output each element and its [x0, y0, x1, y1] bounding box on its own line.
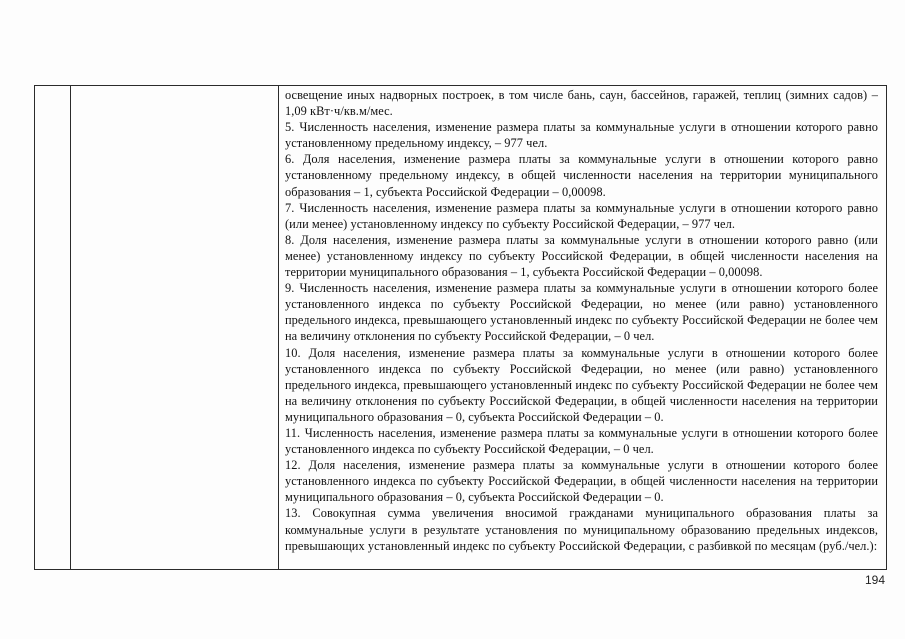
- paragraph-outbuildings-lighting: освещение иных надворных построек, в том числе бань, саун, бассейнов, гаражей, теплиц (зимних садов) – 1,09 кВт·ч/кв.м/мес.: [285, 88, 878, 119]
- paragraph-item-9: 9. Численность населения, изменение размера платы за коммунальные услуги в отношении которого более установленного индекса по субъекту Российской Федерации, но менее (или равно) установленного предельного индекса, превышающего установленный индекс по субъекту Российской Федерации не более чем на величину отклонения по субъекту Российской Федерации, – 0 чел.: [285, 281, 878, 344]
- paragraph-item-6: 6. Доля населения, изменение размера платы за коммунальные услуги в отношении которого равно установленному предельному индексу, в общей численности населения на территории муниципального образования – 1, субъекта Российской Федерации – 0,00098.: [285, 152, 878, 199]
- paragraph-item-7: 7. Численность населения, изменение размера платы за коммунальные услуги в отношении которого равно (или менее) установленному индексу по субъекту Российской Федерации, – 977 чел.: [285, 200, 878, 231]
- page-number: 194: [864, 573, 885, 587]
- table-column-name: [71, 86, 279, 569]
- paragraph-item-8: 8. Доля населения, изменение размера платы за коммунальные услуги в отношении которого равно (или менее) установленному индексу по субъекту Российской Федерации, в общей численности населения на территории муниципального образования – 1, субъекта Российской Федерации – 0,00098.: [285, 232, 878, 280]
- paragraph-item-10: 10. Доля населения, изменение размера платы за коммунальные услуги в отношении которого более установленного индекса по субъекту Российской Федерации, но менее (или равно) установленного предельного индекса, превышающего установленный индекс по субъекту Российской Федерации не более чем на величину отклонения по субъекту Российской Федерации, в общей численности населения на территории муниципального образования – 0, субъекта Российской Федерации – 0.: [285, 345, 878, 424]
- table-column-number: [35, 86, 71, 569]
- document-table: [34, 85, 887, 570]
- paragraph-item-12: 12. Доля населения, изменение размера платы за коммунальные услуги в отношении которого более установленного индекса по субъекту Российской Федерации, в общей численности населения на территории муниципального образования – 0, субъекта Российской Федерации – 0.: [285, 458, 878, 505]
- table-column-content: [279, 86, 886, 569]
- paragraph-item-13: 13. Совокупная сумма увеличения вносимой гражданами муниципального образования платы за коммунальные услуги в результате установления по муниципальному образованию предельных индексов, превышающих установленный индекс по субъекту Российской Федерации, с разбивкой по месяцам (руб./чел.):: [285, 506, 878, 553]
- paragraph-item-11: 11. Численность населения, изменение размера платы за коммунальные услуги в отношении которого более установленного индекса по субъекту Российской Федерации, – 0 чел.: [285, 425, 878, 457]
- paragraph-item-5: 5. Численность населения, изменение размера платы за коммунальные услуги в отношении которого равно установленному предельному индексу, – 977 чел.: [285, 120, 878, 151]
